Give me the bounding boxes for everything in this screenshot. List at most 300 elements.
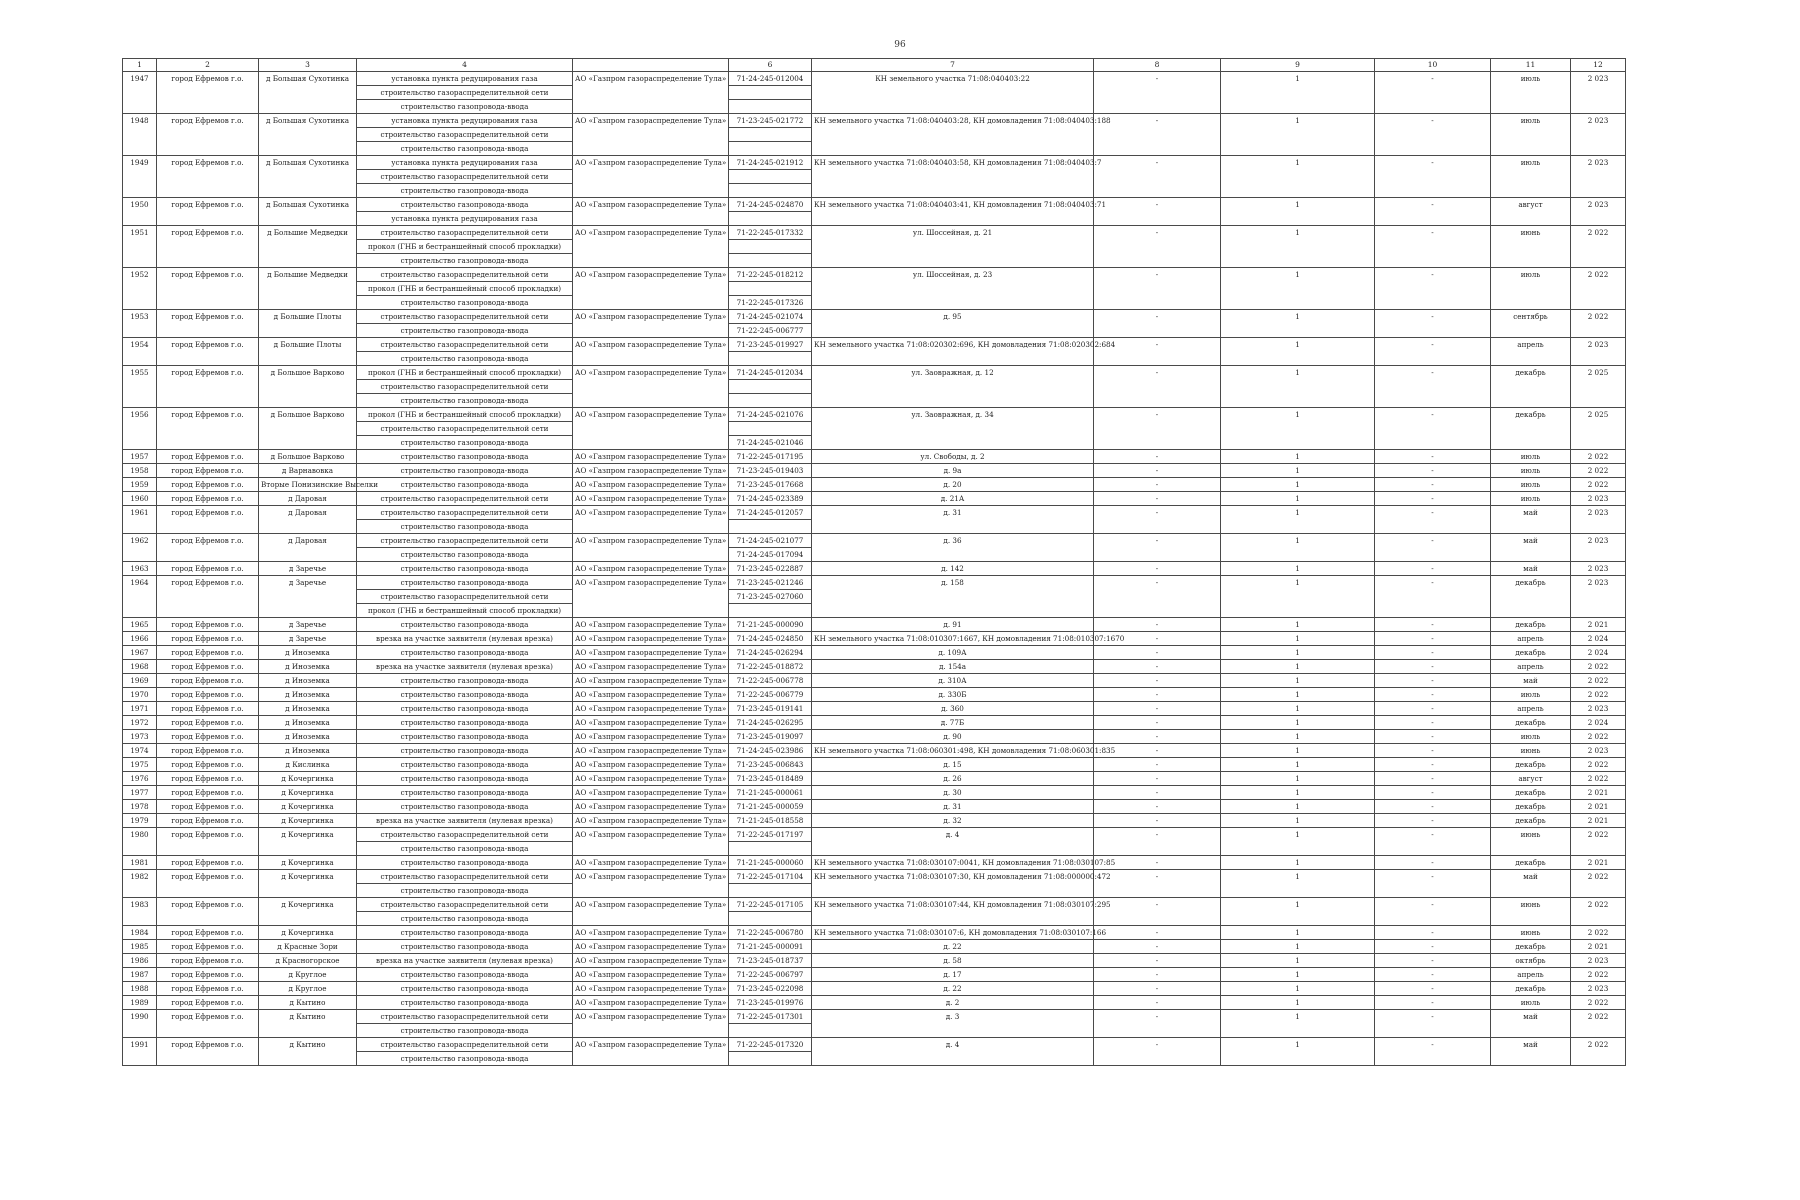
- cell-year: 2 023: [1571, 114, 1626, 128]
- cell-year: [1571, 1024, 1626, 1038]
- cell-work-type: строительство газопровода-ввода: [357, 618, 573, 632]
- cell-record-number: [123, 604, 157, 618]
- cell-value-8: -: [1094, 786, 1221, 800]
- cell-value-8: -: [1094, 702, 1221, 716]
- cell-settlement: д Большая Сухотинка: [259, 156, 357, 170]
- table-row: [123, 926, 1626, 940]
- cell-address: [812, 548, 1094, 562]
- cell-value-8: [1094, 254, 1221, 268]
- cell-value-8: -: [1094, 478, 1221, 492]
- cell-municipality: город Ефремов г.о.: [157, 618, 259, 632]
- cell-value-8: -: [1094, 492, 1221, 506]
- cell-value-8: -: [1094, 506, 1221, 520]
- cell-settlement: д Иноземка: [259, 646, 357, 660]
- cell-value-9: 1: [1221, 954, 1375, 968]
- cell-municipality: город Ефремов г.о.: [157, 72, 259, 86]
- cell-settlement: [259, 1052, 357, 1066]
- cell-work-type: строительство газопровода-ввода: [357, 1052, 573, 1066]
- cell-value-9: [1221, 128, 1375, 142]
- cell-application-number: 71-23-245-018489: [729, 772, 812, 786]
- cell-work-type: строительство газораспределительной сети: [357, 86, 573, 100]
- cell-value-8: [1094, 324, 1221, 338]
- cell-month: декабрь: [1491, 940, 1571, 954]
- table-row: [123, 996, 1626, 1010]
- cell-year: 2 024: [1571, 632, 1626, 646]
- table-row: [123, 674, 1626, 688]
- cell-value-8: [1094, 842, 1221, 856]
- cell-value-8: [1094, 142, 1221, 156]
- cell-organization: АО «Газпром газораспределение Тула»: [573, 772, 729, 786]
- cell-application-number: [729, 240, 812, 254]
- cell-month: [1491, 842, 1571, 856]
- cell-year: [1571, 170, 1626, 184]
- cell-organization: [573, 590, 729, 604]
- cell-settlement: д Большие Плоты: [259, 310, 357, 324]
- cell-settlement: д Иноземка: [259, 730, 357, 744]
- cell-year: 2 022: [1571, 674, 1626, 688]
- cell-settlement: [259, 352, 357, 366]
- cell-settlement: д Кочергинка: [259, 772, 357, 786]
- cell-municipality: город Ефремов г.о.: [157, 632, 259, 646]
- cell-record-number: 1973: [123, 730, 157, 744]
- cell-address: д. 15: [812, 758, 1094, 772]
- cell-value-9: [1221, 436, 1375, 450]
- cell-address: д. 20: [812, 478, 1094, 492]
- cell-value-9: 1: [1221, 940, 1375, 954]
- cell-organization: [573, 184, 729, 198]
- cell-address: д. 32: [812, 814, 1094, 828]
- cell-work-type: строительство газопровода-ввода: [357, 1024, 573, 1038]
- cell-municipality: [157, 380, 259, 394]
- cell-record-number: [123, 884, 157, 898]
- cell-settlement: д Иноземка: [259, 688, 357, 702]
- table-row: [123, 478, 1626, 492]
- cell-municipality: [157, 1052, 259, 1066]
- cell-work-type: строительство газопровода-ввода: [357, 786, 573, 800]
- cell-value-10: [1375, 380, 1491, 394]
- cell-month: июнь: [1491, 898, 1571, 912]
- cell-record-number: 1949: [123, 156, 157, 170]
- cell-work-type: строительство газопровода-ввода: [357, 184, 573, 198]
- cell-municipality: [157, 548, 259, 562]
- cell-organization: АО «Газпром газораспределение Тула»: [573, 534, 729, 548]
- cell-application-number: 71-23-245-019403: [729, 464, 812, 478]
- cell-year: 2 023: [1571, 534, 1626, 548]
- cell-record-number: 1990: [123, 1010, 157, 1024]
- cell-settlement: д Кислинка: [259, 758, 357, 772]
- cell-month: май: [1491, 506, 1571, 520]
- cell-month: май: [1491, 674, 1571, 688]
- column-header: 8: [1094, 59, 1221, 72]
- cell-month: октябрь: [1491, 954, 1571, 968]
- table-row: [123, 954, 1626, 968]
- cell-month: июль: [1491, 730, 1571, 744]
- table-row: [123, 282, 1626, 296]
- cell-organization: [573, 100, 729, 114]
- cell-value-10: [1375, 352, 1491, 366]
- cell-year: 2 023: [1571, 982, 1626, 996]
- cell-application-number: 71-22-245-017195: [729, 450, 812, 464]
- cell-value-9: 1: [1221, 492, 1375, 506]
- cell-address: [812, 128, 1094, 142]
- cell-address: д. 3: [812, 1010, 1094, 1024]
- cell-settlement: [259, 212, 357, 226]
- cell-application-number: 71-22-245-017105: [729, 898, 812, 912]
- cell-month: [1491, 282, 1571, 296]
- cell-record-number: 1978: [123, 800, 157, 814]
- cell-year: [1571, 912, 1626, 926]
- cell-application-number: 71-22-245-006797: [729, 968, 812, 982]
- cell-settlement: д Кочергинка: [259, 800, 357, 814]
- cell-value-9: 1: [1221, 338, 1375, 352]
- cell-settlement: [259, 86, 357, 100]
- cell-municipality: город Ефремов г.о.: [157, 716, 259, 730]
- cell-organization: АО «Газпром газораспределение Тула»: [573, 660, 729, 674]
- cell-record-number: [123, 548, 157, 562]
- cell-value-10: -: [1375, 786, 1491, 800]
- table-row: [123, 660, 1626, 674]
- cell-month: май: [1491, 870, 1571, 884]
- cell-year: 2 022: [1571, 464, 1626, 478]
- cell-month: [1491, 1052, 1571, 1066]
- cell-month: [1491, 100, 1571, 114]
- cell-year: 2 021: [1571, 786, 1626, 800]
- cell-work-type: строительство газопровода-ввода: [357, 436, 573, 450]
- cell-work-type: строительство газораспределительной сети: [357, 170, 573, 184]
- table-row: [123, 268, 1626, 282]
- cell-value-8: [1094, 520, 1221, 534]
- column-header: 11: [1491, 59, 1571, 72]
- cell-organization: АО «Газпром газораспределение Тула»: [573, 814, 729, 828]
- cell-organization: АО «Газпром газораспределение Тула»: [573, 688, 729, 702]
- cell-settlement: д Кочергинка: [259, 870, 357, 884]
- cell-organization: АО «Газпром газораспределение Тула»: [573, 478, 729, 492]
- cell-work-type: строительство газораспределительной сети: [357, 310, 573, 324]
- cell-work-type: прокол (ГНБ и бестраншейный способ прокладки): [357, 604, 573, 618]
- cell-value-8: -: [1094, 828, 1221, 842]
- cell-value-8: [1094, 352, 1221, 366]
- cell-year: 2 022: [1571, 1010, 1626, 1024]
- cell-municipality: [157, 254, 259, 268]
- cell-work-type: строительство газопровода-ввода: [357, 968, 573, 982]
- cell-address: д. 310А: [812, 674, 1094, 688]
- table-row: [123, 142, 1626, 156]
- cell-value-8: -: [1094, 772, 1221, 786]
- cell-settlement: д Большие Медведки: [259, 268, 357, 282]
- cell-month: декабрь: [1491, 856, 1571, 870]
- cell-municipality: город Ефремов г.о.: [157, 898, 259, 912]
- cell-organization: АО «Газпром газораспределение Тула»: [573, 506, 729, 520]
- cell-value-9: [1221, 604, 1375, 618]
- cell-application-number: 71-24-245-021077: [729, 534, 812, 548]
- cell-address: д. 154а: [812, 660, 1094, 674]
- cell-organization: [573, 296, 729, 310]
- cell-organization: АО «Газпром газораспределение Тула»: [573, 870, 729, 884]
- cell-year: [1571, 520, 1626, 534]
- cell-value-8: [1094, 590, 1221, 604]
- cell-record-number: 1967: [123, 646, 157, 660]
- cell-value-9: [1221, 520, 1375, 534]
- cell-application-number: 71-24-245-021912: [729, 156, 812, 170]
- cell-value-10: -: [1375, 534, 1491, 548]
- cell-address: [812, 296, 1094, 310]
- cell-value-9: 1: [1221, 268, 1375, 282]
- cell-settlement: д Большие Плоты: [259, 338, 357, 352]
- cell-record-number: [123, 380, 157, 394]
- cell-year: 2 022: [1571, 268, 1626, 282]
- cell-year: [1571, 548, 1626, 562]
- cell-address: [812, 240, 1094, 254]
- cell-municipality: город Ефремов г.о.: [157, 338, 259, 352]
- cell-value-9: 1: [1221, 702, 1375, 716]
- cell-month: декабрь: [1491, 814, 1571, 828]
- cell-organization: [573, 128, 729, 142]
- cell-month: июль: [1491, 268, 1571, 282]
- cell-year: [1571, 324, 1626, 338]
- cell-value-9: [1221, 1052, 1375, 1066]
- cell-municipality: город Ефремов г.о.: [157, 772, 259, 786]
- cell-application-number: 71-23-245-019976: [729, 996, 812, 1010]
- cell-value-10: -: [1375, 856, 1491, 870]
- cell-record-number: 1960: [123, 492, 157, 506]
- cell-year: 2 023: [1571, 702, 1626, 716]
- cell-value-10: -: [1375, 758, 1491, 772]
- cell-organization: АО «Газпром газораспределение Тула»: [573, 856, 729, 870]
- cell-value-8: -: [1094, 268, 1221, 282]
- cell-application-number: [729, 352, 812, 366]
- table-row: [123, 786, 1626, 800]
- cell-settlement: д Большая Сухотинка: [259, 198, 357, 212]
- cell-municipality: [157, 100, 259, 114]
- cell-record-number: [123, 142, 157, 156]
- cell-municipality: город Ефремов г.о.: [157, 856, 259, 870]
- column-header: 6: [729, 59, 812, 72]
- cell-value-10: -: [1375, 870, 1491, 884]
- cell-settlement: д Большие Медведки: [259, 226, 357, 240]
- cell-value-8: [1094, 422, 1221, 436]
- cell-value-10: [1375, 100, 1491, 114]
- table-row: [123, 184, 1626, 198]
- cell-municipality: город Ефремов г.о.: [157, 506, 259, 520]
- cell-month: [1491, 170, 1571, 184]
- cell-year: [1571, 394, 1626, 408]
- cell-work-type: строительство газопровода-ввода: [357, 926, 573, 940]
- cell-settlement: [259, 282, 357, 296]
- cell-record-number: 1987: [123, 968, 157, 982]
- cell-municipality: город Ефремов г.о.: [157, 968, 259, 982]
- table-row: [123, 170, 1626, 184]
- cell-value-9: 1: [1221, 786, 1375, 800]
- cell-month: [1491, 912, 1571, 926]
- cell-value-9: [1221, 590, 1375, 604]
- column-header: 1: [123, 59, 157, 72]
- cell-record-number: [123, 1024, 157, 1038]
- cell-settlement: д Кытино: [259, 1038, 357, 1052]
- cell-month: июнь: [1491, 926, 1571, 940]
- cell-municipality: город Ефремов г.о.: [157, 478, 259, 492]
- cell-month: [1491, 590, 1571, 604]
- cell-record-number: [123, 100, 157, 114]
- cell-application-number: 71-23-245-018737: [729, 954, 812, 968]
- table-row: [123, 114, 1626, 128]
- cell-work-type: строительство газопровода-ввода: [357, 520, 573, 534]
- cell-settlement: д Кочергинка: [259, 856, 357, 870]
- table-row: [123, 86, 1626, 100]
- cell-application-number: 71-24-245-024870: [729, 198, 812, 212]
- cell-record-number: 1969: [123, 674, 157, 688]
- cell-address: д. 31: [812, 800, 1094, 814]
- cell-value-8: -: [1094, 366, 1221, 380]
- cell-value-8: -: [1094, 674, 1221, 688]
- cell-work-type: строительство газопровода-ввода: [357, 856, 573, 870]
- table-row: [123, 296, 1626, 310]
- cell-month: декабрь: [1491, 408, 1571, 422]
- cell-year: 2 022: [1571, 968, 1626, 982]
- cell-settlement: д Большая Сухотинка: [259, 72, 357, 86]
- cell-value-9: 1: [1221, 576, 1375, 590]
- cell-work-type: строительство газопровода-ввода: [357, 744, 573, 758]
- cell-organization: АО «Газпром газораспределение Тула»: [573, 268, 729, 282]
- cell-month: декабрь: [1491, 758, 1571, 772]
- cell-value-10: -: [1375, 632, 1491, 646]
- cell-settlement: [259, 520, 357, 534]
- cell-record-number: 1986: [123, 954, 157, 968]
- cell-organization: [573, 380, 729, 394]
- cell-value-9: 1: [1221, 408, 1375, 422]
- cell-work-type: строительство газопровода-ввода: [357, 982, 573, 996]
- cell-address: КН земельного участка 71:08:030107:30, КН домовладения 71:08:000000:472: [812, 870, 1094, 884]
- cell-work-type: строительство газопровода-ввода: [357, 688, 573, 702]
- table-row: [123, 856, 1626, 870]
- cell-municipality: город Ефремов г.о.: [157, 464, 259, 478]
- cell-application-number: [729, 520, 812, 534]
- cell-month: [1491, 604, 1571, 618]
- cell-address: д. 95: [812, 310, 1094, 324]
- cell-record-number: 1982: [123, 870, 157, 884]
- cell-application-number: [729, 842, 812, 856]
- cell-municipality: город Ефремов г.о.: [157, 268, 259, 282]
- cell-value-10: -: [1375, 72, 1491, 86]
- cell-address: [812, 254, 1094, 268]
- cell-value-10: [1375, 912, 1491, 926]
- cell-month: [1491, 394, 1571, 408]
- cell-value-10: -: [1375, 646, 1491, 660]
- table-row: [123, 198, 1626, 212]
- cell-settlement: [259, 142, 357, 156]
- cell-month: [1491, 142, 1571, 156]
- cell-value-9: 1: [1221, 646, 1375, 660]
- cell-year: [1571, 604, 1626, 618]
- cell-application-number: 71-21-245-000060: [729, 856, 812, 870]
- cell-value-10: [1375, 184, 1491, 198]
- cell-organization: АО «Газпром газораспределение Тула»: [573, 226, 729, 240]
- cell-record-number: 1966: [123, 632, 157, 646]
- table-row: [123, 506, 1626, 520]
- cell-address: [812, 170, 1094, 184]
- cell-value-8: -: [1094, 730, 1221, 744]
- cell-work-type: строительство газопровода-ввода: [357, 464, 573, 478]
- table-row: [123, 226, 1626, 240]
- cell-value-10: [1375, 212, 1491, 226]
- cell-municipality: город Ефремов г.о.: [157, 702, 259, 716]
- cell-organization: [573, 324, 729, 338]
- cell-settlement: д Кочергинка: [259, 814, 357, 828]
- cell-application-number: [729, 212, 812, 226]
- cell-organization: [573, 212, 729, 226]
- cell-address: КН земельного участка 71:08:040403:41, КН домовладения 71:08:040403:71: [812, 198, 1094, 212]
- cell-address: д. 58: [812, 954, 1094, 968]
- cell-address: ул. Заовражная, д. 34: [812, 408, 1094, 422]
- cell-work-type: установка пункта редуцирования газа: [357, 156, 573, 170]
- cell-year: 2 023: [1571, 562, 1626, 576]
- cell-organization: АО «Газпром газораспределение Тула»: [573, 464, 729, 478]
- cell-organization: АО «Газпром газораспределение Тула»: [573, 646, 729, 660]
- cell-record-number: 1964: [123, 576, 157, 590]
- cell-work-type: строительство газопровода-ввода: [357, 884, 573, 898]
- cell-address: КН земельного участка 71:08:040403:58, КН домовладения 71:08:040403:7: [812, 156, 1094, 170]
- cell-value-10: -: [1375, 450, 1491, 464]
- cell-application-number: 71-21-245-000059: [729, 800, 812, 814]
- cell-address: д. 330Б: [812, 688, 1094, 702]
- cell-value-8: -: [1094, 898, 1221, 912]
- cell-organization: АО «Газпром газораспределение Тула»: [573, 562, 729, 576]
- cell-address: [812, 184, 1094, 198]
- cell-municipality: город Ефремов г.о.: [157, 996, 259, 1010]
- cell-value-10: -: [1375, 898, 1491, 912]
- cell-value-10: -: [1375, 1010, 1491, 1024]
- cell-application-number: [729, 604, 812, 618]
- cell-year: [1571, 422, 1626, 436]
- cell-value-10: [1375, 324, 1491, 338]
- table-row: [123, 604, 1626, 618]
- cell-work-type: строительство газораспределительной сети: [357, 1038, 573, 1052]
- cell-month: [1491, 352, 1571, 366]
- cell-application-number: 71-24-245-026294: [729, 646, 812, 660]
- cell-record-number: 1972: [123, 716, 157, 730]
- cell-organization: [573, 842, 729, 856]
- cell-municipality: [157, 604, 259, 618]
- cell-municipality: город Ефремов г.о.: [157, 814, 259, 828]
- cell-organization: [573, 520, 729, 534]
- cell-record-number: 1980: [123, 828, 157, 842]
- cell-settlement: [259, 604, 357, 618]
- cell-organization: АО «Газпром газораспределение Тула»: [573, 940, 729, 954]
- cell-value-9: 1: [1221, 674, 1375, 688]
- cell-application-number: [729, 1052, 812, 1066]
- cell-organization: АО «Газпром газораспределение Тула»: [573, 310, 729, 324]
- cell-value-8: -: [1094, 1010, 1221, 1024]
- cell-organization: [573, 1052, 729, 1066]
- cell-address: д. 31: [812, 506, 1094, 520]
- table-row: [123, 324, 1626, 338]
- cell-record-number: [123, 324, 157, 338]
- cell-work-type: строительство газопровода-ввода: [357, 352, 573, 366]
- cell-settlement: д Заречье: [259, 632, 357, 646]
- cell-record-number: 1957: [123, 450, 157, 464]
- cell-work-type: строительство газопровода-ввода: [357, 142, 573, 156]
- cell-application-number: 71-23-245-021246: [729, 576, 812, 590]
- cell-value-10: -: [1375, 156, 1491, 170]
- cell-record-number: [123, 282, 157, 296]
- column-header: 4: [357, 59, 573, 72]
- cell-municipality: город Ефремов г.о.: [157, 828, 259, 842]
- cell-application-number: 71-24-245-012057: [729, 506, 812, 520]
- cell-work-type: строительство газораспределительной сети: [357, 492, 573, 506]
- cell-municipality: [157, 912, 259, 926]
- cell-value-8: -: [1094, 800, 1221, 814]
- cell-month: декабрь: [1491, 576, 1571, 590]
- cell-record-number: 1989: [123, 996, 157, 1010]
